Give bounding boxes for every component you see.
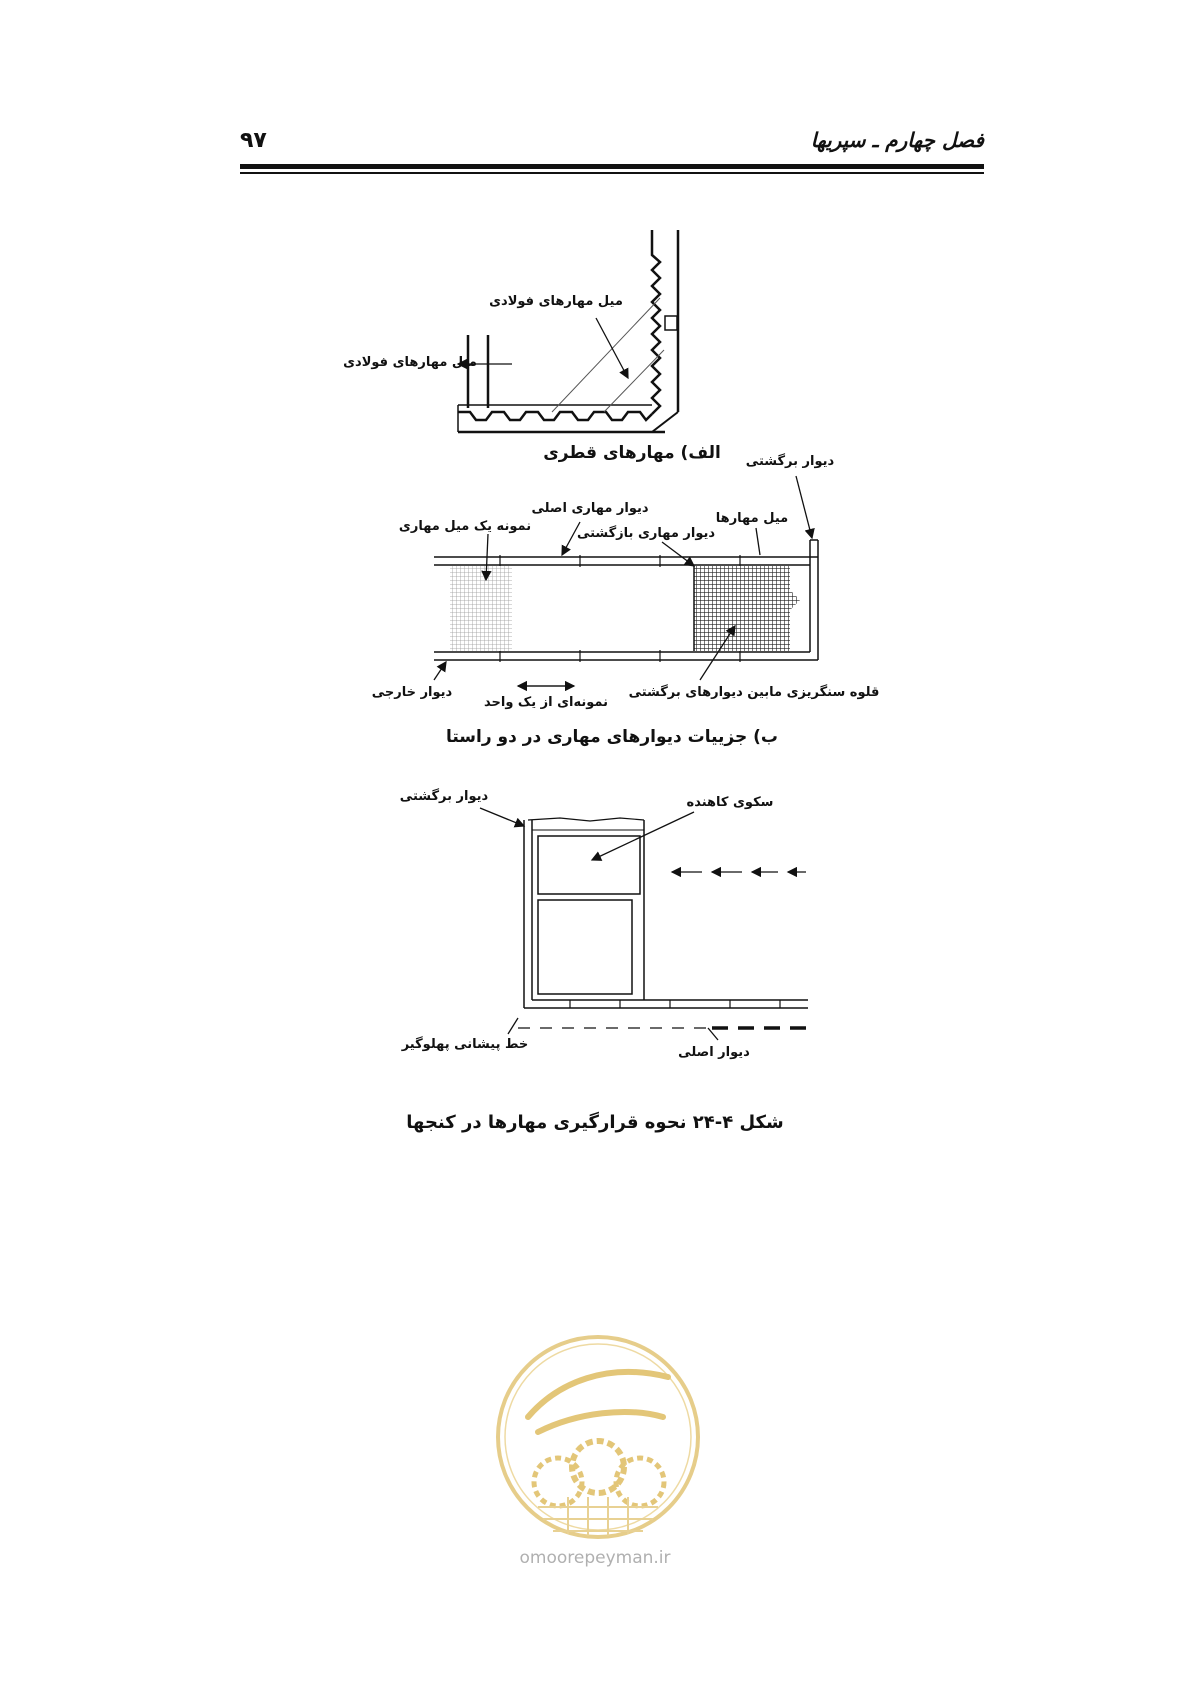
label-sample-tie: نمونه یک میل مهاری (398, 519, 532, 534)
label-steel-tie-left: میل مهارهای فولادی (343, 355, 477, 370)
label-main-wall: دیوار اصلی (678, 1045, 750, 1060)
subcaption-b: ب) جزییات دیوارهای مهاری در دو راستا (445, 727, 779, 747)
watermark-url: omoorepeyman.ir (519, 1548, 671, 1568)
label-relief-platform: سکوی کاهنده (686, 795, 774, 810)
figure-caption: شکل ۴-۲۴ نحوه قرارگیری مهارها در کنجها (406, 1112, 784, 1133)
label-main-anchor-wall: دیوار مهاری اصلی (531, 501, 649, 516)
page-number: ۹۷ (240, 128, 267, 153)
label-rock-fill: قلوه سنگریزی مابین دیوارهای برگشتی (628, 685, 880, 700)
subcaption-a: الف) مهارهای قطری (543, 443, 721, 463)
label-return-wall-c: دیوار برگشتی (399, 789, 489, 804)
chapter-title: فصل چهارم ـ سپریها (810, 128, 984, 152)
label-return-wall-b: دیوار برگشتی (745, 454, 835, 469)
label-steel-tie-diag: میل مهارهای فولادی (489, 294, 623, 309)
label-unit-sample: نمونه‌ای از یک واحد (483, 695, 609, 710)
label-tie-rods: میل مهارها (715, 511, 789, 526)
label-berth-face: خط پیشانی پهلوگیر (401, 1037, 529, 1052)
label-return-anchor-wall: دیوار مهاری بازگشتی (576, 526, 716, 541)
watermark-logo (488, 1322, 708, 1562)
figure-a-diagonal-anchors (458, 230, 678, 432)
label-outer-wall: دیوار خارجی (371, 685, 453, 700)
figure-c-relief-platform (480, 808, 808, 1040)
